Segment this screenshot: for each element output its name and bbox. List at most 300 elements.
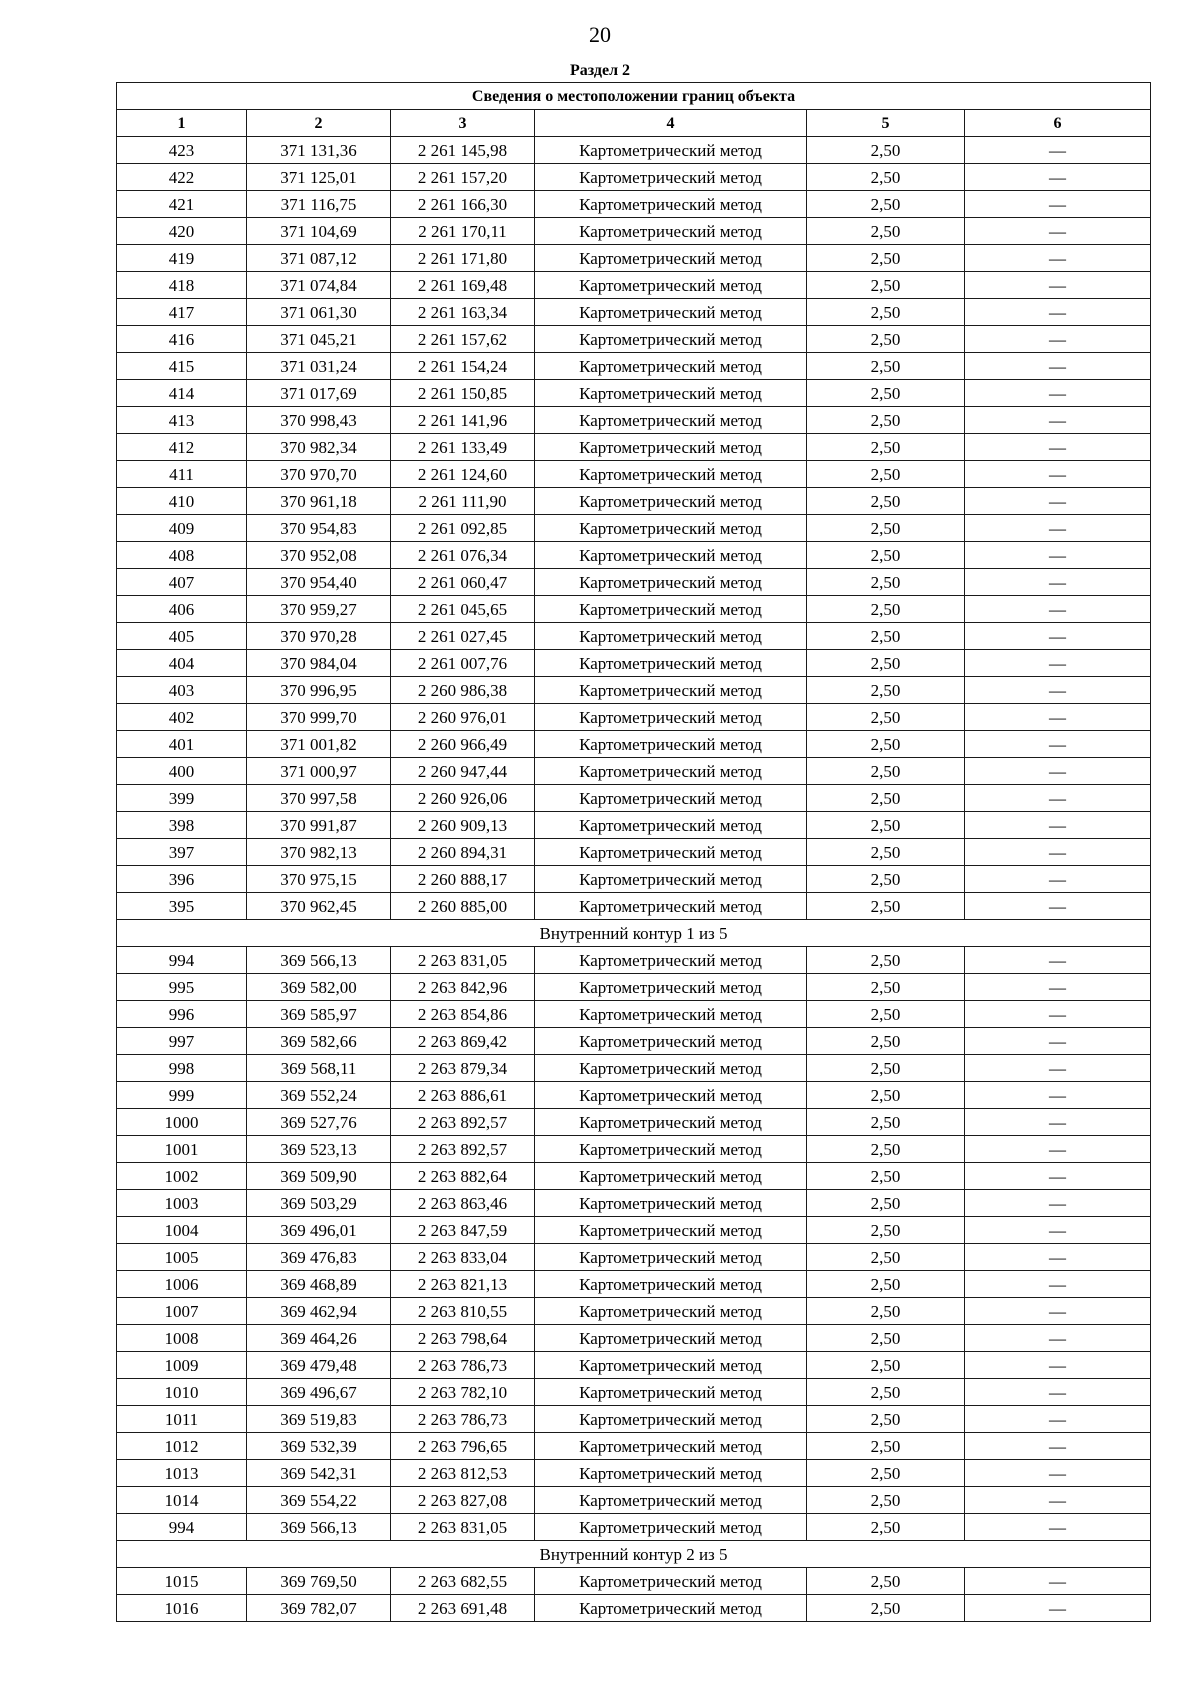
y-coordinate-cell: 2 261 163,34 <box>391 299 535 326</box>
x-coordinate-cell: 369 503,29 <box>247 1190 391 1217</box>
y-coordinate-cell: 2 260 894,31 <box>391 839 535 866</box>
y-coordinate-cell: 2 263 863,46 <box>391 1190 535 1217</box>
table-row <box>117 1271 1151 1298</box>
y-coordinate-cell: 2 261 141,96 <box>391 407 535 434</box>
y-coordinate-cell: 2 263 847,59 <box>391 1217 535 1244</box>
accuracy-cell: 2,50 <box>807 1136 965 1163</box>
table-row <box>117 677 1151 704</box>
point-number-cell: 411 <box>117 461 247 488</box>
point-number-cell: 408 <box>117 542 247 569</box>
x-coordinate-cell: 371 001,82 <box>247 731 391 758</box>
y-coordinate-cell: 2 263 879,34 <box>391 1055 535 1082</box>
method-cell: Картометрический метод <box>535 677 807 704</box>
accuracy-cell: 2,50 <box>807 650 965 677</box>
table-row <box>117 1433 1151 1460</box>
table-row <box>117 1055 1151 1082</box>
table-row <box>117 569 1151 596</box>
accuracy-cell: 2,50 <box>807 1055 965 1082</box>
x-coordinate-cell: 371 104,69 <box>247 218 391 245</box>
table-row <box>117 1190 1151 1217</box>
x-coordinate-cell: 371 017,69 <box>247 380 391 407</box>
method-cell: Картометрический метод <box>535 245 807 272</box>
method-cell: Картометрический метод <box>535 974 807 1001</box>
description-cell: — <box>965 1001 1151 1028</box>
method-cell: Картометрический метод <box>535 1595 807 1622</box>
point-number-cell: 400 <box>117 758 247 785</box>
method-cell: Картометрический метод <box>535 1055 807 1082</box>
method-cell: Картометрический метод <box>535 299 807 326</box>
x-coordinate-cell: 370 999,70 <box>247 704 391 731</box>
method-cell: Картометрический метод <box>535 164 807 191</box>
table-row <box>117 380 1151 407</box>
accuracy-cell: 2,50 <box>807 596 965 623</box>
table-row <box>117 461 1151 488</box>
method-cell: Картометрический метод <box>535 461 807 488</box>
table-row <box>117 1001 1151 1028</box>
table-row <box>117 758 1151 785</box>
y-coordinate-cell: 2 261 150,85 <box>391 380 535 407</box>
point-number-cell: 998 <box>117 1055 247 1082</box>
description-cell: — <box>965 272 1151 299</box>
point-number-cell: 1000 <box>117 1109 247 1136</box>
x-coordinate-cell: 369 769,50 <box>247 1568 391 1595</box>
column-header: 6 <box>965 110 1151 137</box>
table-row <box>117 866 1151 893</box>
description-cell: — <box>965 380 1151 407</box>
method-cell: Картометрический метод <box>535 272 807 299</box>
y-coordinate-cell: 2 261 171,80 <box>391 245 535 272</box>
description-cell: — <box>965 542 1151 569</box>
y-coordinate-cell: 2 263 886,61 <box>391 1082 535 1109</box>
method-cell: Картометрический метод <box>535 650 807 677</box>
accuracy-cell: 2,50 <box>807 272 965 299</box>
y-coordinate-cell: 2 261 027,45 <box>391 623 535 650</box>
y-coordinate-cell: 2 260 976,01 <box>391 704 535 731</box>
y-coordinate-cell: 2 261 133,49 <box>391 434 535 461</box>
table-row <box>117 785 1151 812</box>
point-number-cell: 418 <box>117 272 247 299</box>
method-cell: Картометрический метод <box>535 407 807 434</box>
description-cell: — <box>965 299 1151 326</box>
method-cell: Картометрический метод <box>535 434 807 461</box>
point-number-cell: 996 <box>117 1001 247 1028</box>
description-cell: — <box>965 623 1151 650</box>
method-cell: Картометрический метод <box>535 1352 807 1379</box>
accuracy-cell: 2,50 <box>807 866 965 893</box>
table-row <box>117 839 1151 866</box>
y-coordinate-cell: 2 263 892,57 <box>391 1109 535 1136</box>
x-coordinate-cell: 370 970,28 <box>247 623 391 650</box>
description-cell: — <box>965 191 1151 218</box>
y-coordinate-cell: 2 263 810,55 <box>391 1298 535 1325</box>
description-cell: — <box>965 1163 1151 1190</box>
y-coordinate-cell: 2 263 869,42 <box>391 1028 535 1055</box>
x-coordinate-cell: 369 552,24 <box>247 1082 391 1109</box>
column-header: 2 <box>247 110 391 137</box>
table-row <box>117 1487 1151 1514</box>
description-cell: — <box>965 1055 1151 1082</box>
x-coordinate-cell: 369 496,01 <box>247 1217 391 1244</box>
description-cell: — <box>965 488 1151 515</box>
point-number-cell: 406 <box>117 596 247 623</box>
description-cell: — <box>965 704 1151 731</box>
accuracy-cell: 2,50 <box>807 218 965 245</box>
accuracy-cell: 2,50 <box>807 515 965 542</box>
table-row <box>117 893 1151 920</box>
method-cell: Картометрический метод <box>535 1163 807 1190</box>
y-coordinate-cell: 2 261 007,76 <box>391 650 535 677</box>
description-cell: — <box>965 434 1151 461</box>
point-number-cell: 404 <box>117 650 247 677</box>
accuracy-cell: 2,50 <box>807 326 965 353</box>
table-row <box>117 1514 1151 1541</box>
y-coordinate-cell: 2 261 045,65 <box>391 596 535 623</box>
accuracy-cell: 2,50 <box>807 1190 965 1217</box>
description-cell: — <box>965 839 1151 866</box>
column-header: 1 <box>117 110 247 137</box>
description-cell: — <box>965 893 1151 920</box>
description-cell: — <box>965 1514 1151 1541</box>
table-row <box>117 1244 1151 1271</box>
point-number-cell: 420 <box>117 218 247 245</box>
table-row <box>117 947 1151 974</box>
y-coordinate-cell: 2 263 831,05 <box>391 1514 535 1541</box>
y-coordinate-cell: 2 263 842,96 <box>391 974 535 1001</box>
description-cell: — <box>965 515 1151 542</box>
accuracy-cell: 2,50 <box>807 677 965 704</box>
point-number-cell: 402 <box>117 704 247 731</box>
point-number-cell: 410 <box>117 488 247 515</box>
accuracy-cell: 2,50 <box>807 1001 965 1028</box>
accuracy-cell: 2,50 <box>807 1163 965 1190</box>
point-number-cell: 1005 <box>117 1244 247 1271</box>
y-coordinate-cell: 2 263 812,53 <box>391 1460 535 1487</box>
y-coordinate-cell: 2 263 892,57 <box>391 1136 535 1163</box>
x-coordinate-cell: 370 954,83 <box>247 515 391 542</box>
page-number: 20 <box>589 22 611 47</box>
description-cell: — <box>965 1487 1151 1514</box>
x-coordinate-cell: 369 554,22 <box>247 1487 391 1514</box>
accuracy-cell: 2,50 <box>807 164 965 191</box>
point-number-cell: 421 <box>117 191 247 218</box>
point-number-cell: 395 <box>117 893 247 920</box>
accuracy-cell: 2,50 <box>807 1406 965 1433</box>
x-coordinate-cell: 370 954,40 <box>247 569 391 596</box>
point-number-cell: 422 <box>117 164 247 191</box>
x-coordinate-cell: 369 582,66 <box>247 1028 391 1055</box>
table-row <box>117 1028 1151 1055</box>
accuracy-cell: 2,50 <box>807 1082 965 1109</box>
point-number-cell: 414 <box>117 380 247 407</box>
table-row <box>117 974 1151 1001</box>
description-cell: — <box>965 1460 1151 1487</box>
method-cell: Картометрический метод <box>535 353 807 380</box>
accuracy-cell: 2,50 <box>807 704 965 731</box>
point-number-cell: 405 <box>117 623 247 650</box>
accuracy-cell: 2,50 <box>807 974 965 1001</box>
point-number-cell: 416 <box>117 326 247 353</box>
table-row <box>117 1217 1151 1244</box>
method-cell: Картометрический метод <box>535 1190 807 1217</box>
description-cell: — <box>965 1433 1151 1460</box>
point-number-cell: 423 <box>117 137 247 164</box>
table-row <box>117 218 1151 245</box>
method-cell: Картометрический метод <box>535 218 807 245</box>
description-cell: — <box>965 245 1151 272</box>
x-coordinate-cell: 369 519,83 <box>247 1406 391 1433</box>
method-cell: Картометрический метод <box>535 893 807 920</box>
table-row <box>117 1136 1151 1163</box>
point-number-cell: 1008 <box>117 1325 247 1352</box>
method-cell: Картометрический метод <box>535 1433 807 1460</box>
description-cell: — <box>965 866 1151 893</box>
point-number-cell: 403 <box>117 677 247 704</box>
x-coordinate-cell: 371 061,30 <box>247 299 391 326</box>
x-coordinate-cell: 371 000,97 <box>247 758 391 785</box>
point-number-cell: 409 <box>117 515 247 542</box>
accuracy-cell: 2,50 <box>807 353 965 380</box>
description-cell: — <box>965 1298 1151 1325</box>
section-title: Раздел 2 <box>569 62 631 79</box>
x-coordinate-cell: 371 074,84 <box>247 272 391 299</box>
table-row <box>117 1082 1151 1109</box>
y-coordinate-cell: 2 261 092,85 <box>391 515 535 542</box>
method-cell: Картометрический метод <box>535 1379 807 1406</box>
point-number-cell: 396 <box>117 866 247 893</box>
description-cell: — <box>965 1568 1151 1595</box>
description-cell: — <box>965 218 1151 245</box>
table-row <box>117 299 1151 326</box>
point-number-cell: 1011 <box>117 1406 247 1433</box>
method-cell: Картометрический метод <box>535 1514 807 1541</box>
method-cell: Картометрический метод <box>535 947 807 974</box>
method-cell: Картометрический метод <box>535 1568 807 1595</box>
accuracy-cell: 2,50 <box>807 1379 965 1406</box>
description-cell: — <box>965 1244 1151 1271</box>
point-number-cell: 994 <box>117 947 247 974</box>
y-coordinate-cell: 2 263 782,10 <box>391 1379 535 1406</box>
description-cell: — <box>965 974 1151 1001</box>
accuracy-cell: 2,50 <box>807 731 965 758</box>
point-number-cell: 1007 <box>117 1298 247 1325</box>
accuracy-cell: 2,50 <box>807 434 965 461</box>
x-coordinate-cell: 371 131,36 <box>247 137 391 164</box>
table-row <box>117 1406 1151 1433</box>
y-coordinate-cell: 2 263 798,64 <box>391 1325 535 1352</box>
method-cell: Картометрический метод <box>535 137 807 164</box>
description-cell: — <box>965 1271 1151 1298</box>
x-coordinate-cell: 371 045,21 <box>247 326 391 353</box>
method-cell: Картометрический метод <box>535 596 807 623</box>
accuracy-cell: 2,50 <box>807 461 965 488</box>
y-coordinate-cell: 2 261 154,24 <box>391 353 535 380</box>
x-coordinate-cell: 370 996,95 <box>247 677 391 704</box>
x-coordinate-cell: 369 532,39 <box>247 1433 391 1460</box>
boundary-coordinates-table <box>116 82 1151 1622</box>
point-number-cell: 413 <box>117 407 247 434</box>
table-row <box>117 1109 1151 1136</box>
y-coordinate-cell: 2 263 833,04 <box>391 1244 535 1271</box>
point-number-cell: 1003 <box>117 1190 247 1217</box>
table-row <box>117 1163 1151 1190</box>
y-coordinate-cell: 2 261 060,47 <box>391 569 535 596</box>
accuracy-cell: 2,50 <box>807 1298 965 1325</box>
point-number-cell: 401 <box>117 731 247 758</box>
y-coordinate-cell: 2 260 947,44 <box>391 758 535 785</box>
description-cell: — <box>965 1379 1151 1406</box>
contour-section-row <box>117 920 1151 947</box>
y-coordinate-cell: 2 263 882,64 <box>391 1163 535 1190</box>
contour-section-label: Внутренний контур 1 из 5 <box>117 920 1151 947</box>
method-cell: Картометрический метод <box>535 1136 807 1163</box>
table-row <box>117 137 1151 164</box>
method-cell: Картометрический метод <box>535 1001 807 1028</box>
description-cell: — <box>965 353 1151 380</box>
method-cell: Картометрический метод <box>535 704 807 731</box>
method-cell: Картометрический метод <box>535 1325 807 1352</box>
method-cell: Картометрический метод <box>535 488 807 515</box>
point-number-cell: 1002 <box>117 1163 247 1190</box>
table-row <box>117 407 1151 434</box>
point-number-cell: 1015 <box>117 1568 247 1595</box>
point-number-cell: 1010 <box>117 1379 247 1406</box>
x-coordinate-cell: 369 542,31 <box>247 1460 391 1487</box>
point-number-cell: 399 <box>117 785 247 812</box>
method-cell: Картометрический метод <box>535 785 807 812</box>
y-coordinate-cell: 2 263 854,86 <box>391 1001 535 1028</box>
y-coordinate-cell: 2 263 786,73 <box>391 1406 535 1433</box>
y-coordinate-cell: 2 261 169,48 <box>391 272 535 299</box>
y-coordinate-cell: 2 261 124,60 <box>391 461 535 488</box>
y-coordinate-cell: 2 263 796,65 <box>391 1433 535 1460</box>
method-cell: Картометрический метод <box>535 326 807 353</box>
table-row <box>117 650 1151 677</box>
x-coordinate-cell: 370 952,08 <box>247 542 391 569</box>
point-number-cell: 1012 <box>117 1433 247 1460</box>
point-number-cell: 994 <box>117 1514 247 1541</box>
point-number-cell: 1014 <box>117 1487 247 1514</box>
table-body <box>117 137 1151 1622</box>
y-coordinate-cell: 2 260 986,38 <box>391 677 535 704</box>
column-header: 4 <box>535 110 807 137</box>
accuracy-cell: 2,50 <box>807 1433 965 1460</box>
description-cell: — <box>965 1190 1151 1217</box>
description-cell: — <box>965 1352 1151 1379</box>
accuracy-cell: 2,50 <box>807 1244 965 1271</box>
description-cell: — <box>965 812 1151 839</box>
accuracy-cell: 2,50 <box>807 1460 965 1487</box>
table-row <box>117 1325 1151 1352</box>
point-number-cell: 1009 <box>117 1352 247 1379</box>
contour-section-row <box>117 1541 1151 1568</box>
method-cell: Картометрический метод <box>535 1217 807 1244</box>
accuracy-cell: 2,50 <box>807 839 965 866</box>
method-cell: Картометрический метод <box>535 839 807 866</box>
y-coordinate-cell: 2 261 111,90 <box>391 488 535 515</box>
x-coordinate-cell: 369 468,89 <box>247 1271 391 1298</box>
x-coordinate-cell: 370 975,15 <box>247 866 391 893</box>
method-cell: Картометрический метод <box>535 1298 807 1325</box>
accuracy-cell: 2,50 <box>807 299 965 326</box>
table-row <box>117 191 1151 218</box>
x-coordinate-cell: 370 962,45 <box>247 893 391 920</box>
method-cell: Картометрический метод <box>535 731 807 758</box>
point-number-cell: 417 <box>117 299 247 326</box>
column-header: 3 <box>391 110 535 137</box>
method-cell: Картометрический метод <box>535 812 807 839</box>
x-coordinate-cell: 369 479,48 <box>247 1352 391 1379</box>
x-coordinate-cell: 370 959,27 <box>247 596 391 623</box>
description-cell: — <box>965 1406 1151 1433</box>
accuracy-cell: 2,50 <box>807 569 965 596</box>
method-cell: Картометрический метод <box>535 1244 807 1271</box>
table-row <box>117 353 1151 380</box>
y-coordinate-cell: 2 261 170,11 <box>391 218 535 245</box>
x-coordinate-cell: 371 031,24 <box>247 353 391 380</box>
y-coordinate-cell: 2 260 909,13 <box>391 812 535 839</box>
description-cell: — <box>965 137 1151 164</box>
table-row <box>117 596 1151 623</box>
description-cell: — <box>965 758 1151 785</box>
accuracy-cell: 2,50 <box>807 1271 965 1298</box>
accuracy-cell: 2,50 <box>807 947 965 974</box>
table-row <box>117 731 1151 758</box>
accuracy-cell: 2,50 <box>807 1109 965 1136</box>
method-cell: Картометрический метод <box>535 380 807 407</box>
method-cell: Картометрический метод <box>535 866 807 893</box>
accuracy-cell: 2,50 <box>807 785 965 812</box>
method-cell: Картометрический метод <box>535 1082 807 1109</box>
point-number-cell: 1013 <box>117 1460 247 1487</box>
table-row <box>117 245 1151 272</box>
x-coordinate-cell: 369 568,11 <box>247 1055 391 1082</box>
x-coordinate-cell: 369 527,76 <box>247 1109 391 1136</box>
table-row <box>117 1352 1151 1379</box>
x-coordinate-cell: 370 991,87 <box>247 812 391 839</box>
table-row <box>117 1568 1151 1595</box>
description-cell: — <box>965 407 1151 434</box>
accuracy-cell: 2,50 <box>807 137 965 164</box>
x-coordinate-cell: 369 496,67 <box>247 1379 391 1406</box>
description-cell: — <box>965 1136 1151 1163</box>
accuracy-cell: 2,50 <box>807 1595 965 1622</box>
accuracy-cell: 2,50 <box>807 488 965 515</box>
x-coordinate-cell: 370 997,58 <box>247 785 391 812</box>
y-coordinate-cell: 2 260 966,49 <box>391 731 535 758</box>
point-number-cell: 995 <box>117 974 247 1001</box>
x-coordinate-cell: 370 961,18 <box>247 488 391 515</box>
table-row <box>117 434 1151 461</box>
y-coordinate-cell: 2 260 885,00 <box>391 893 535 920</box>
accuracy-cell: 2,50 <box>807 1568 965 1595</box>
y-coordinate-cell: 2 261 166,30 <box>391 191 535 218</box>
column-number-row <box>117 110 1151 137</box>
description-cell: — <box>965 1595 1151 1622</box>
point-number-cell: 419 <box>117 245 247 272</box>
description-cell: — <box>965 731 1151 758</box>
description-cell: — <box>965 569 1151 596</box>
y-coordinate-cell: 2 260 888,17 <box>391 866 535 893</box>
accuracy-cell: 2,50 <box>807 245 965 272</box>
accuracy-cell: 2,50 <box>807 1217 965 1244</box>
x-coordinate-cell: 369 585,97 <box>247 1001 391 1028</box>
table-row <box>117 164 1151 191</box>
contour-section-label: Внутренний контур 2 из 5 <box>117 1541 1151 1568</box>
accuracy-cell: 2,50 <box>807 623 965 650</box>
point-number-cell: 997 <box>117 1028 247 1055</box>
accuracy-cell: 2,50 <box>807 191 965 218</box>
point-number-cell: 415 <box>117 353 247 380</box>
